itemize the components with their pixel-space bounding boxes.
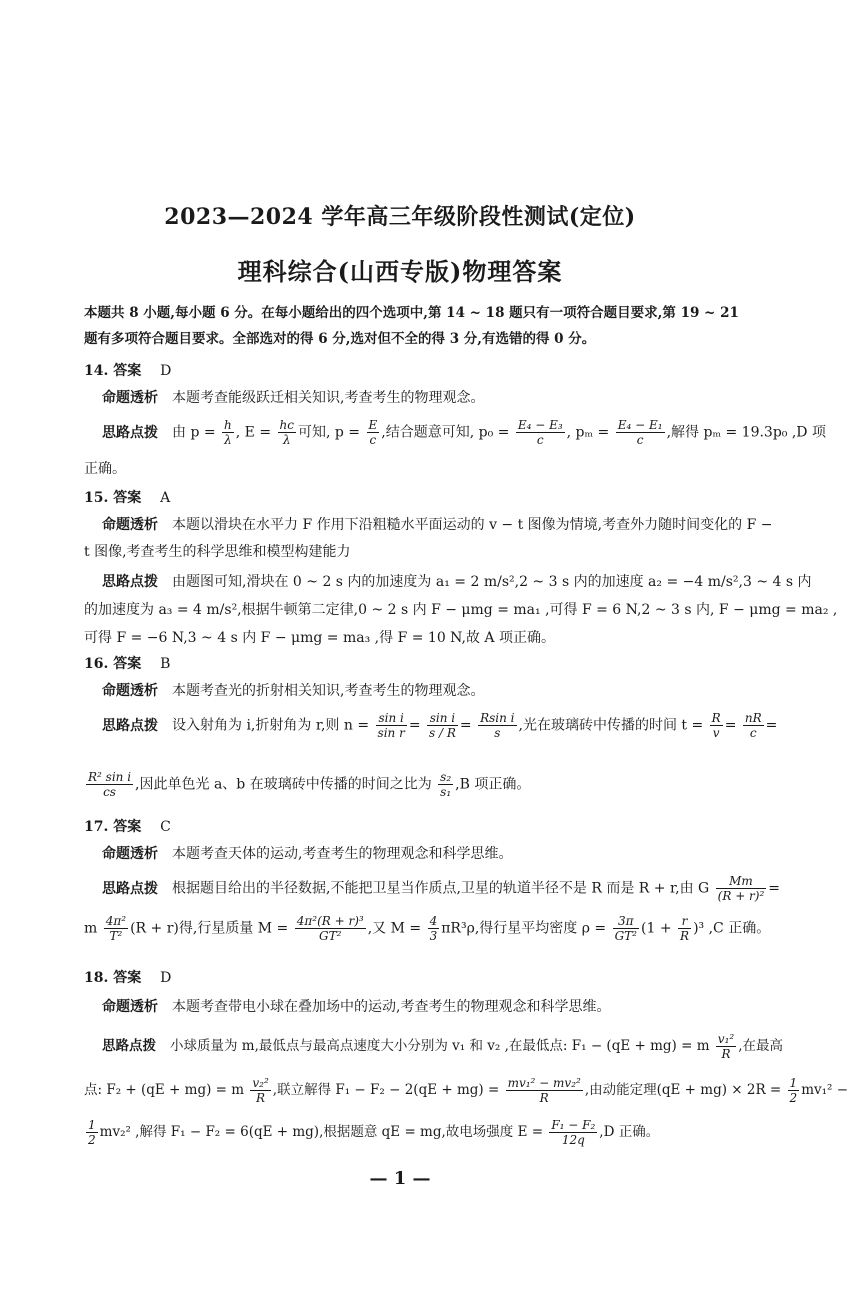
q14-frac-3-num: E (368, 418, 378, 432)
exam-subtitle: 理科综合(山西专版)物理答案 (237, 257, 563, 286)
q14-frac-5-num: E₄ − E₁ (617, 418, 663, 432)
q18-frac-3-num: mv₁² − mv₂² (507, 1076, 581, 1090)
q16-frac-1-num: sin i (376, 711, 407, 726)
q18-frac-1 (716, 1032, 736, 1061)
q17-analysis (102, 843, 762, 863)
q17-frac-2-den: T² (109, 929, 123, 943)
q18-sol-e: ,由动能定理(qE + mg) × 2R = (584, 1082, 782, 1098)
q14-solution-label: 思路点拨 (102, 424, 158, 441)
q16-frac-4-den: v (712, 726, 720, 740)
q16-frac-6 (86, 770, 133, 799)
q15-analysis (102, 514, 773, 534)
q16-frac-5-num: nR (744, 711, 762, 725)
q18-analysis (102, 996, 762, 1016)
q15-header (84, 487, 170, 507)
q17-sol-d: (R + r)得,行星质量 M = (130, 920, 289, 937)
q17-frac-4-num: 4 (429, 914, 438, 928)
q18-frac-2-den: R (256, 1091, 266, 1105)
q18-sol-b: ,在最高 (738, 1038, 783, 1054)
q17-frac-2-num: 4π² (105, 914, 127, 928)
q18-frac-5 (86, 1118, 98, 1147)
q18-frac-4-den: 2 (789, 1091, 798, 1105)
q14-sol-e: , pₘ = (566, 424, 610, 441)
q17-answer-label: 答案 (113, 819, 142, 835)
q15-solution (102, 571, 812, 591)
q17-answer: C (160, 819, 171, 835)
q16-sol-c: = (459, 717, 472, 734)
q14-sol-a: 由 p = (172, 424, 216, 441)
q18-analysis-label: 命题透析 (102, 999, 158, 1015)
q14-analysis-text: 本题考查能级跃迁相关知识,考查考生的物理观念。 (172, 390, 485, 406)
q18-frac-6 (549, 1118, 597, 1147)
q17-frac-5-num: 3π (613, 914, 639, 929)
q16-frac-5-den: c (749, 726, 757, 740)
q15-answer: A (160, 490, 171, 506)
q15-analysis-text: 本题以滑块在水平力 F 作用下沿粗糙水平面运动的 v − t 图像为情境,考查外力随时间变化的 F − (172, 517, 773, 533)
q17-frac-3 (295, 914, 366, 943)
q16-header (84, 653, 170, 673)
q18-solution-2 (84, 1076, 848, 1105)
q14-analysis (102, 387, 762, 407)
q18-answer-label: 答案 (113, 970, 142, 986)
q17-frac-3-den: GT² (319, 929, 342, 943)
q16-frac-4-num: R (711, 711, 721, 725)
q14-frac-3 (367, 418, 380, 447)
q16-frac-7-den: s₁ (440, 785, 452, 799)
q16-solution-cont (84, 770, 744, 799)
exam-title: 2023—2024 学年高三年级阶段性测试(定位) (164, 204, 636, 230)
q18-sol-d: ,联立解得 F₁ − F₂ − 2(qE + mg) = (272, 1082, 500, 1098)
q18-analysis-text: 本题考查带电小球在叠加场中的运动,考查考生的物理观念和科学思维。 (172, 999, 611, 1015)
q18-number: 18. (84, 970, 109, 986)
q17-frac-1 (716, 874, 767, 903)
q18-frac-1-den: R (721, 1047, 731, 1061)
q15-number: 15. (84, 490, 109, 506)
q17-solution-label: 思路点拨 (102, 880, 158, 897)
q16-sol-f: = (765, 717, 778, 734)
q16-sol-d: ,光在玻璃砖中传播的时间 t = (518, 717, 704, 734)
q16-frac-7-num: s₂ (440, 770, 452, 784)
q15-answer-label: 答案 (113, 490, 142, 506)
q17-frac-4-den: 3 (429, 929, 438, 943)
instructions: 本题共 8 小题,每小题 6 分。在每小题给出的四个选项中,第 14 ~ 18 题只有一项符合题目要求,第 19 ~ 21 题有多项符合题目要求。全部选对的得 6 分,选对但不全的得 3 分,有选错的得 0 分。 (84, 305, 739, 347)
q14-frac-4 (516, 418, 565, 447)
q17-frac-3-num: 4π²(R + r)³ (296, 914, 364, 928)
q16-frac-1-den: sin r (377, 726, 405, 740)
q18-frac-4-num: 1 (789, 1076, 798, 1090)
q15-solution-3: 可得 F = −6 N,3 ~ 4 s 内 F − μmg = ma₃ ,得 F = 10 N,故 A 项正确。 (84, 630, 555, 646)
q14-sol-f: ,解得 pₘ = 19.3p₀ ,D 项 (666, 424, 826, 441)
q16-solution-label: 思路点拨 (102, 717, 158, 734)
q15-analysis-label: 命题透析 (102, 517, 158, 533)
q16-number: 16. (84, 656, 109, 672)
q16-frac-3 (478, 711, 516, 740)
q18-solution-label: 思路点拨 (102, 1038, 156, 1054)
q18-sol-h: ,D 正确。 (599, 1124, 660, 1140)
q18-sol-f: mv₁² − (801, 1082, 848, 1098)
q14-analysis-label: 命题透析 (102, 390, 158, 406)
q18-header (84, 967, 171, 987)
page-number: — 1 — (369, 1168, 431, 1189)
q17-sol-e: ,又 M = (367, 920, 422, 937)
q17-solution (102, 874, 781, 903)
q17-frac-6 (678, 914, 691, 943)
q16-frac-5 (743, 711, 764, 740)
q14-frac-2-den: λ (282, 433, 291, 447)
q14-frac-1-num: h (224, 418, 232, 432)
q16-analysis-text: 本题考查光的折射相关知识,考查考生的物理观念。 (172, 683, 485, 699)
q16-analysis (102, 680, 762, 700)
q16-sol-b: = (408, 717, 421, 734)
q16-frac-1 (376, 711, 407, 740)
q16-sol-g: ,因此单色光 a、b 在玻璃砖中传播的时间之比为 (135, 776, 432, 793)
q18-frac-3-den: R (539, 1091, 549, 1105)
q18-frac-2-num: v₂² (252, 1076, 269, 1090)
q17-frac-1-num: Mm (716, 874, 767, 889)
q17-analysis-text: 本题考查天体的运动,考查考生的物理观念和科学思维。 (172, 846, 513, 862)
q16-answer: B (160, 656, 171, 672)
q16-sol-e: = (724, 717, 737, 734)
q14-frac-2-num: hc (279, 418, 294, 432)
q14-number: 14. (84, 363, 109, 379)
q17-sol-g: (1 + (641, 920, 672, 937)
q17-frac-6-num: r (678, 914, 691, 929)
q18-solution-3 (84, 1118, 744, 1147)
q16-frac-4 (710, 711, 723, 740)
q15-sol-1: 由题图可知,滑块在 0 ~ 2 s 内的加速度为 a₁ = 2 m/s²,2 ~ 3 s 内的加速度 a₂ = −4 m/s²,3 ~ 4 s 内 (172, 574, 812, 590)
q17-frac-6-den: R (680, 929, 690, 943)
q14-frac-2 (278, 418, 296, 447)
q18-frac-5-num: 1 (88, 1118, 96, 1132)
q18-frac-6-num: F₁ − F₂ (551, 1118, 596, 1132)
q16-answer-label: 答案 (113, 656, 142, 672)
q16-frac-6-num: R² sin i (88, 770, 132, 784)
q14-solution-cont: 正确。 (84, 461, 126, 477)
q17-frac-1-den: (R + r)² (717, 889, 765, 903)
q14-header (84, 360, 171, 380)
q17-solution-cont (84, 914, 771, 943)
q18-frac-2 (250, 1076, 270, 1105)
q17-sol-a: 根据题目给出的半径数据,不能把卫星当作质点,卫星的轨道半径不是 R 而是 R + r,由 G (172, 880, 710, 897)
q17-frac-2 (104, 914, 128, 943)
q14-frac-3-den: c (369, 433, 377, 447)
q17-sol-b: = (768, 880, 781, 897)
q14-solution (102, 418, 826, 447)
q16-sol-h: ,B 项正确。 (455, 776, 531, 793)
q14-frac-4-den: c (536, 433, 544, 447)
q16-frac-2-num: sin i (427, 711, 458, 726)
q17-frac-5 (613, 914, 639, 943)
q14-frac-1-den: λ (224, 433, 232, 447)
q14-sol-b: , E = (235, 424, 272, 441)
q17-frac-5-den: GT² (614, 929, 637, 943)
q18-sol-c: 点: F₂ + (qE + mg) = m (84, 1082, 245, 1098)
q17-sol-h: )³ ,C 正确。 (693, 920, 771, 937)
q18-answer: D (160, 970, 172, 986)
q14-frac-5 (616, 418, 665, 447)
q18-sol-g: mv₂² ,解得 F₁ − F₂ = 6(qE + mg),根据题意 qE = mg,故电场强度 E = (99, 1124, 544, 1140)
q17-number: 17. (84, 819, 109, 835)
q18-frac-3 (506, 1076, 583, 1105)
q17-analysis-label: 命题透析 (102, 846, 158, 862)
q16-analysis-label: 命题透析 (102, 683, 158, 699)
q17-frac-4 (428, 914, 440, 943)
q18-frac-4 (788, 1076, 800, 1105)
q16-frac-7 (438, 770, 453, 799)
q16-frac-3-den: s (494, 726, 501, 740)
q17-sol-f: πR³ρ,得行星平均密度 ρ = (441, 920, 607, 937)
q18-frac-6-den: 12q (561, 1133, 585, 1147)
q18-frac-5-den: 2 (88, 1133, 96, 1147)
q15-analysis-cont: t 图像,考查考生的科学思维和模型构建能力 (84, 544, 351, 560)
q18-frac-1-num: v₁² (717, 1032, 735, 1046)
q17-sol-c: m (84, 920, 98, 937)
q14-frac-5-den: c (636, 433, 644, 447)
q16-frac-6-den: cs (103, 785, 116, 799)
q14-answer-label: 答案 (113, 363, 142, 379)
q16-frac-3-num: Rsin i (480, 711, 515, 725)
q17-header (84, 816, 171, 836)
q18-solution (102, 1032, 783, 1061)
q14-sol-c: 可知, p = (298, 424, 361, 441)
q16-solution (102, 711, 778, 740)
q14-sol-d: ,结合题意可知, p₀ = (381, 424, 510, 441)
q15-solution-label: 思路点拨 (102, 574, 158, 590)
q18-sol-a: 小球质量为 m,最低点与最高点速度大小分别为 v₁ 和 v₂ ,在最低点: F₁ − (qE + mg) = m (170, 1038, 710, 1054)
q16-frac-2-den: s / R (429, 726, 456, 740)
q14-frac-4-num: E₄ − E₃ (517, 418, 563, 432)
q15-solution-2: 的加速度为 a₃ = 4 m/s²,根据牛顿第二定律,0 ~ 2 s 内 F − μmg = ma₁ ,可得 F = 6 N,2 ~ 3 s 内, F − μmg = ma₂ , (84, 602, 838, 618)
q16-frac-2 (427, 711, 458, 740)
q16-sol-a: 设入射角为 i,折射角为 r,则 n = (172, 717, 370, 734)
q14-answer: D (160, 363, 172, 379)
q14-frac-1 (222, 418, 234, 447)
